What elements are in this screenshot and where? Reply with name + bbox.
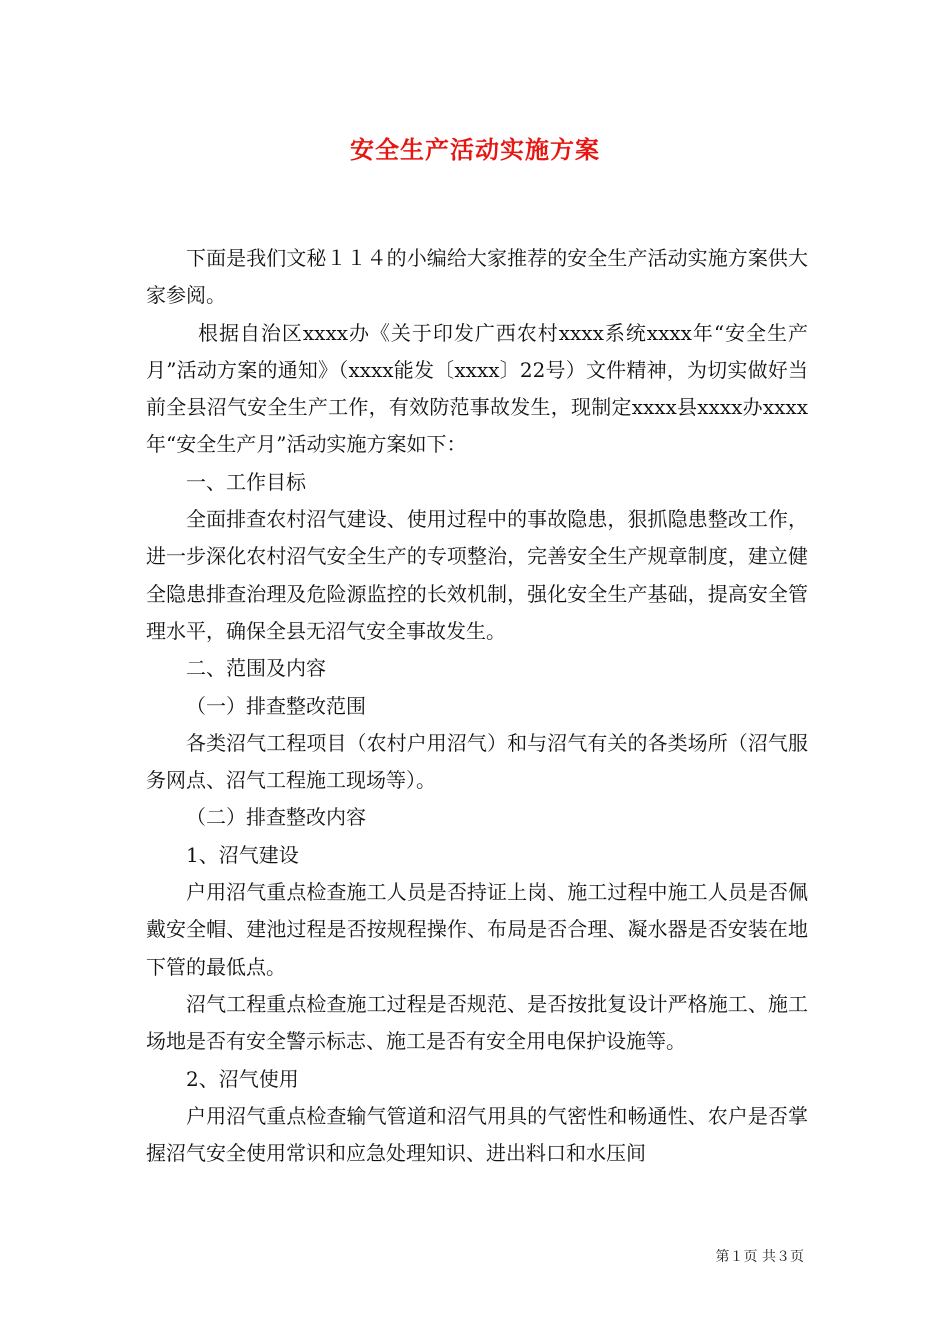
page-number: 第１页 共３页	[715, 1249, 804, 1265]
heading-biogas-usage: 2、沼气使用	[186, 1066, 299, 1091]
heading-biogas-construction: 1、沼气建设	[186, 842, 299, 867]
paragraph-intro: 下面是我们文秘１１４的小编给大家推荐的安全生产活动实施方案供大家参阅。	[146, 246, 808, 308]
heading-scope-content: 二、范围及内容	[186, 656, 326, 681]
heading-inspection-content: （二）排查整改内容	[186, 805, 366, 830]
heading-inspection-scope: （一）排查整改范围	[186, 693, 366, 718]
paragraph-inspection-scope: 各类沼气工程项目（农村户用沼气）和与沼气有关的各类场所（沼气服务网点、沼气工程施工现场等）。	[146, 730, 808, 793]
paragraph-household-usage: 户用沼气重点检查输气管道和沼气用具的气密性和畅通性、农户是否掌握沼气安全使用常识和应急处理知识、进出料口和水压间	[146, 1103, 808, 1166]
paragraph-work-goal: 全面排查农村沼气建设、使用过程中的事故隐患，狠抓隐患整改工作，进一步深化农村沼气安全生产的专项整治，完善安全生产规章制度，建立健全隐患排查治理及危险源监控的长效机制，强化安全生产基础，提高安全管理水平，确保全县无沼气安全事故发生。	[146, 507, 808, 643]
document-body	[146, 240, 808, 1172]
document-title: 安全生产活动实施方案	[350, 135, 600, 164]
paragraph-household-construction: 户用沼气重点检查施工人员是否持证上岗、施工过程中施工人员是否佩戴安全帽、建池过程是否按规程操作、布局是否合理、凝水器是否安装在地下管的最低点。	[146, 880, 808, 979]
heading-work-goal: 一、工作目标	[186, 469, 306, 494]
paragraph-basis: 根据自治区xxxx办《关于印发广西农村xxxx系统xxxx年“安全生产月”活动方案的通知》（xxxx能发〔xxxx〕22号）文件精神，为切实做好当前全县沼气安全生产工作，有效防范事故发生，现制定xxxx县xxxx办xxxx年“安全生产月”活动实施方案如下：	[146, 320, 808, 457]
paragraph-project-construction: 沼气工程重点检查施工过程是否规范、是否按批复设计严格施工、施工场地是否有安全警示标志、施工是否有安全用电保护设施等。	[146, 991, 808, 1054]
